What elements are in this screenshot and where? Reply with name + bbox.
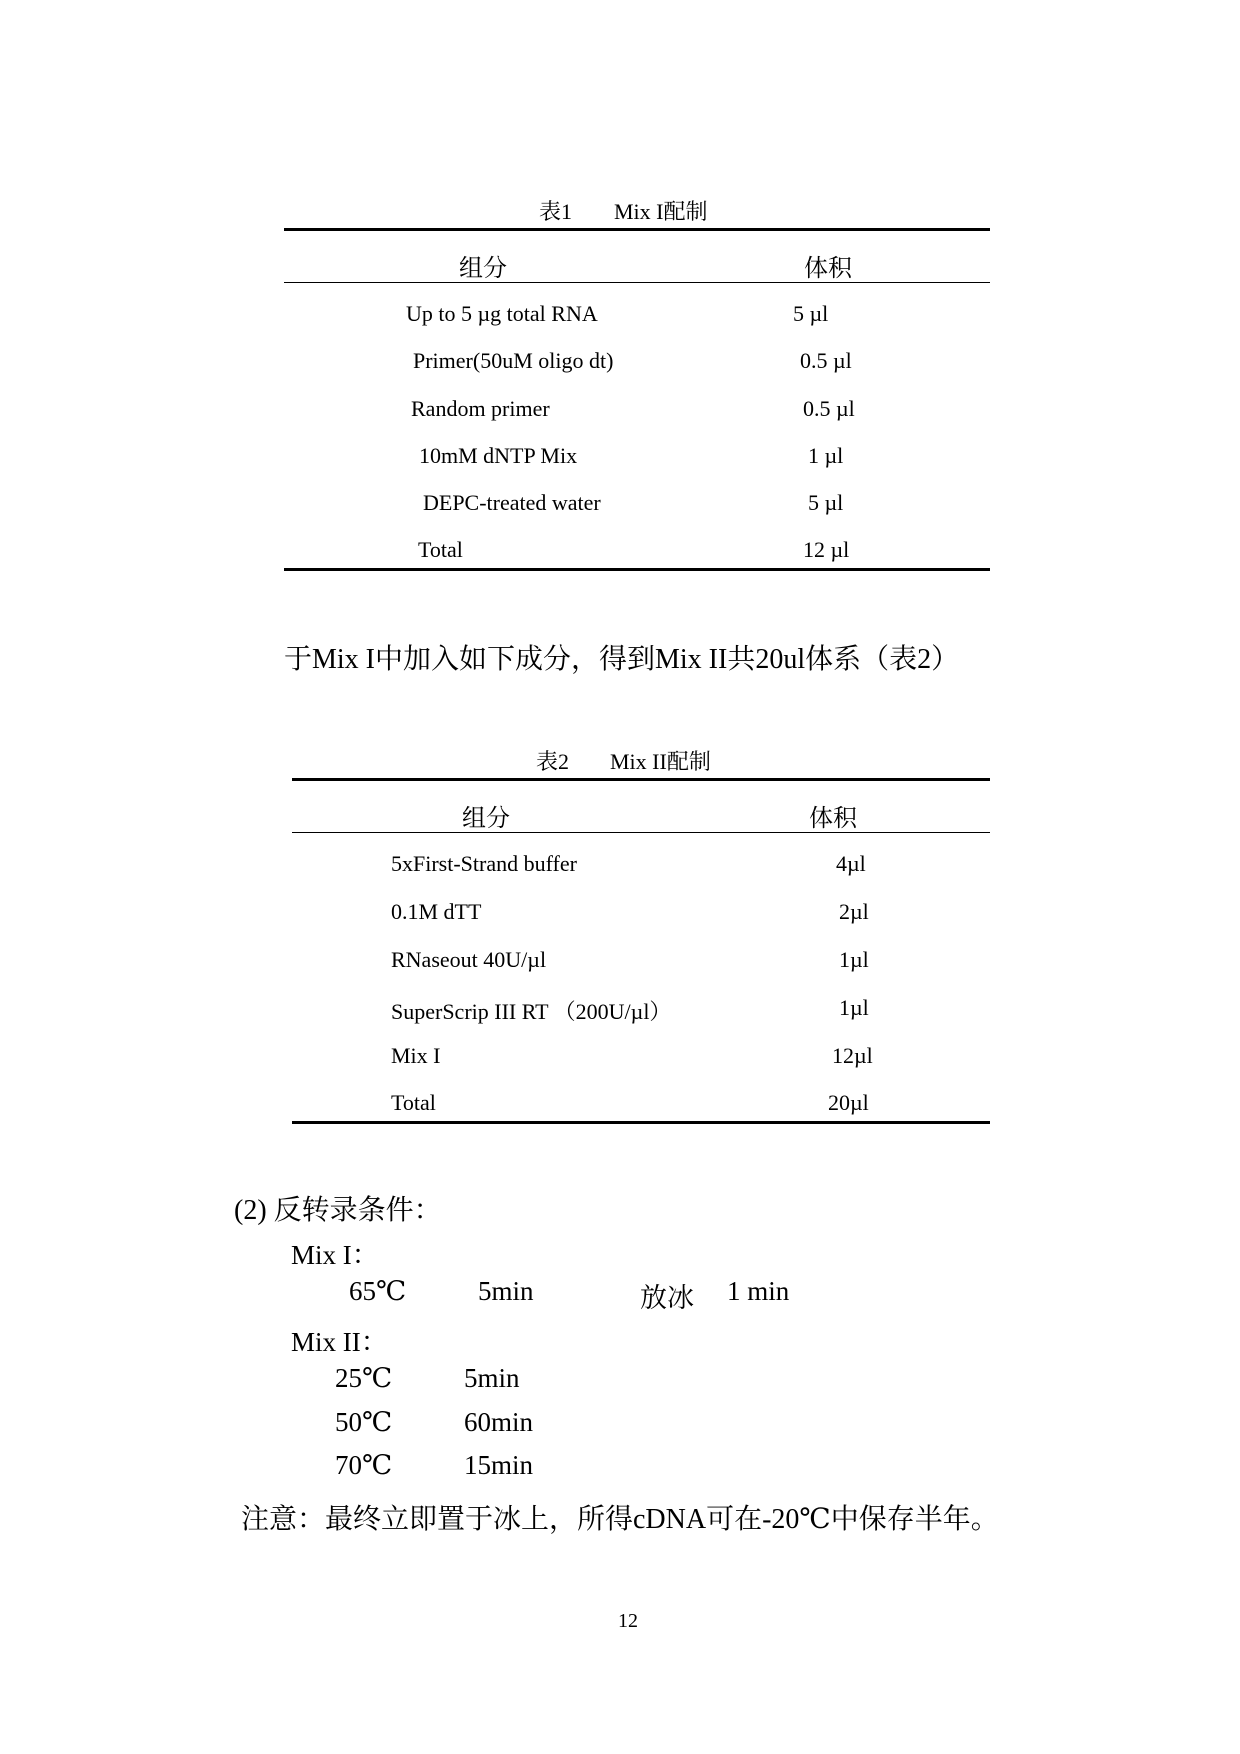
table2-header-rule [292,832,990,833]
table2-top-rule [292,778,990,781]
table2-row-component: 0.1M dTT [391,899,482,924]
table1-row-component: 10mM dNTP Mix [419,443,578,468]
table2-row-volume: 1µl [839,947,869,972]
table1-bottom-rule [284,568,990,571]
table1-row-volume: 1 µl [808,443,844,468]
mix1-time: 5min [478,1276,534,1306]
table1-row-component: Total [418,537,463,562]
table1-row-volume: 5 µl [793,301,829,326]
table2-header-volume: 体积 [809,806,857,832]
mix1-label: Mix I： [291,1240,379,1270]
mix2-step-temperature: 50℃ [335,1407,393,1437]
table1-top-rule [284,228,990,231]
table2-row-volume: 1µl [839,995,869,1020]
mix2-step-time: 5min [464,1363,520,1393]
table1-row-component: Up to 5 µg total RNA [406,301,598,326]
mix2-step-time: 15min [464,1450,534,1480]
table2-row-volume: 2µl [839,899,869,924]
table1-row-component: Random primer [411,396,550,421]
table1-caption-title: Mix I配制 [614,199,708,224]
conditions-heading: (2) 反转录条件： [234,1195,442,1226]
table2-row-component: RNaseout 40U/µl [391,947,547,972]
instruction-text: 于Mix I中加入如下成分，得到Mix II共20ul体系（表2） [284,644,960,675]
table2-row-component: 5xFirst-Strand buffer [391,851,577,876]
table2-row-volume: 12µl [832,1043,873,1068]
table1-row-volume: 12 µl [803,537,850,562]
table1-row-volume: 5 µl [808,490,844,515]
table2-header-component: 组分 [462,806,510,832]
table1-row-component: Primer(50uM oligo dt) [413,348,614,373]
page-number: 12 [618,1610,638,1632]
mix2-step-temperature: 70℃ [335,1450,393,1480]
table2-caption-title: Mix II配制 [610,749,711,774]
table1-row-component: DEPC-treated water [423,490,601,515]
storage-note: 注意：最终立即置于冰上，所得cDNA可在-20℃中保存半年。 [241,1504,999,1535]
mix1-action: 放冰 [640,1283,694,1313]
table1-row-volume: 0.5 µl [803,396,855,421]
table2-row-component: Mix I [391,1043,441,1068]
table2-row-volume: 20µl [828,1090,869,1115]
table1-header-component: 组分 [459,256,507,282]
table1-caption-number: 表1 [539,199,573,224]
table2-row-component: SuperScrip III RT （200U/µl） [391,999,672,1024]
table2-row-component: Total [391,1090,436,1115]
table1-header-volume: 体积 [804,256,852,282]
mix1-temperature: 65℃ [349,1276,407,1306]
table2-bottom-rule [292,1121,990,1124]
table1-row-volume: 0.5 µl [800,348,852,373]
mix1-action-time: 1 min [727,1276,790,1306]
mix2-step-time: 60min [464,1407,534,1437]
table2-caption-number: 表2 [536,749,570,774]
table2-row-volume: 4µl [836,851,866,876]
mix2-label: Mix II： [291,1327,388,1357]
table1-header-rule [284,282,990,283]
mix2-step-temperature: 25℃ [335,1363,393,1393]
